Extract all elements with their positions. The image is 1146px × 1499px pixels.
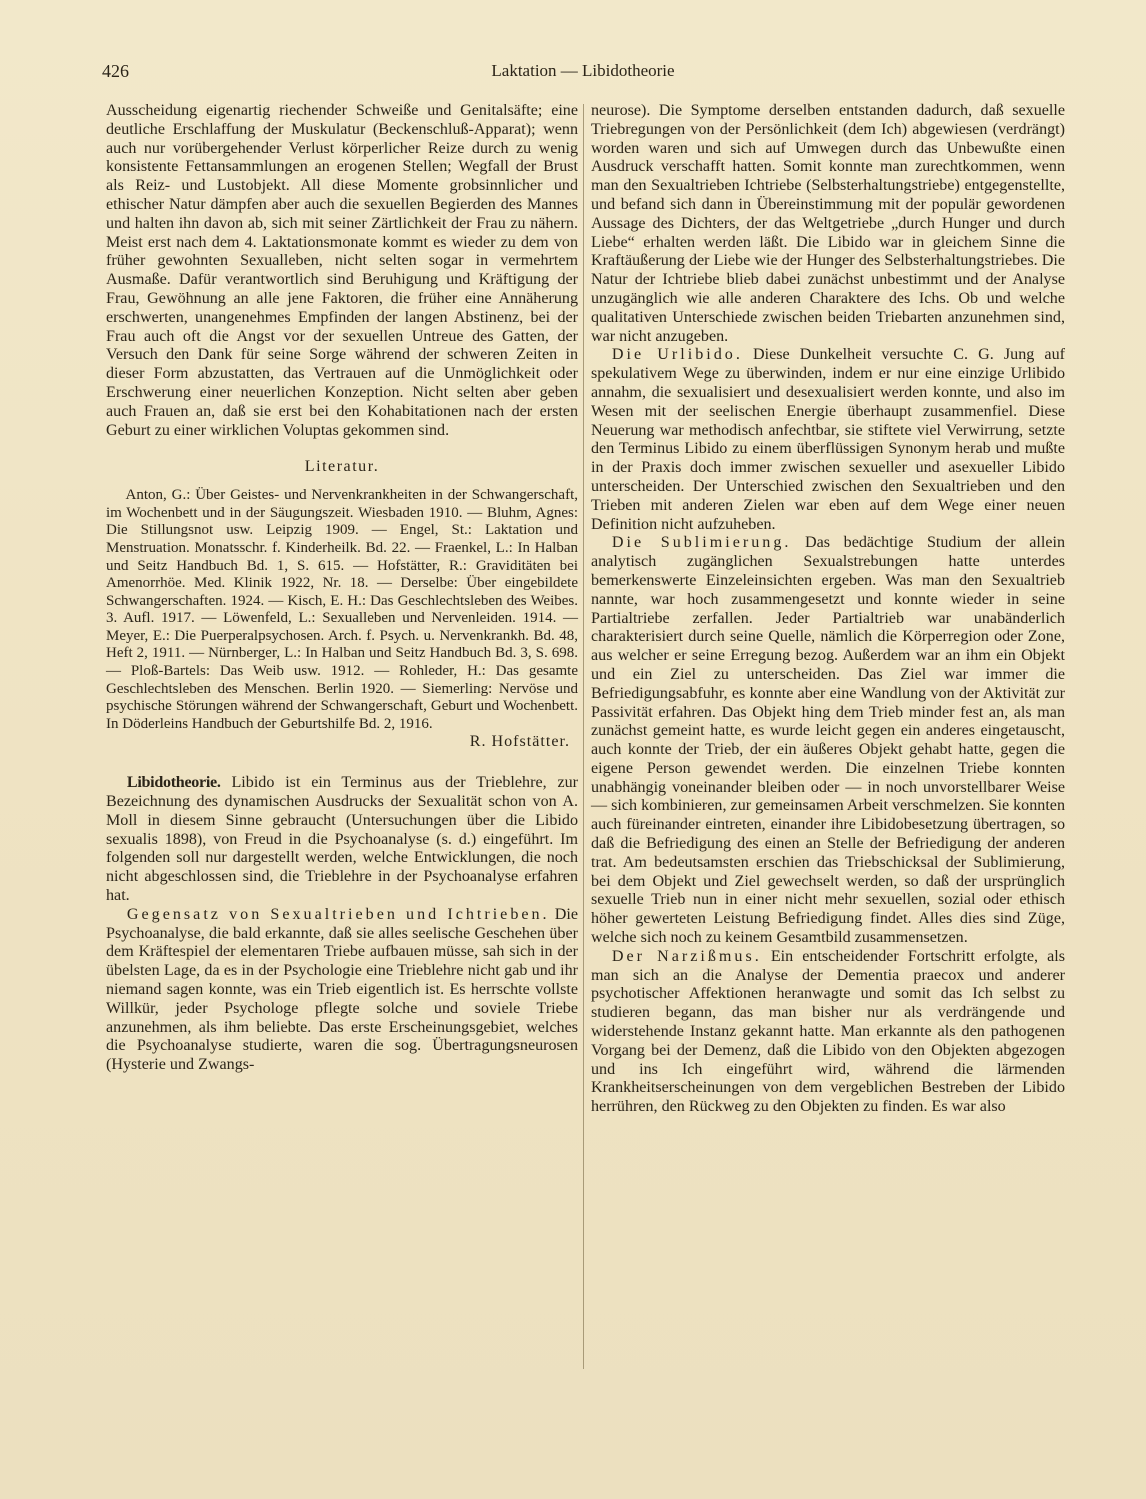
page-header	[102, 60, 1064, 88]
section-1-paragraph	[106, 906, 578, 1075]
entry-term: Libidotheorie.	[126, 774, 221, 792]
section-2-title: Die Urlibido.	[611, 346, 743, 364]
running-title: Laktation — Libidotheorie	[491, 61, 675, 80]
entry-paragraph	[106, 774, 578, 906]
column-divider	[583, 104, 584, 1369]
left-column	[106, 102, 578, 1075]
section-1-title: Gegensatz von Sexualtrieben und Ichtrieben.	[126, 905, 550, 923]
section-4-paragraph	[591, 948, 1065, 1117]
section-3-text: Das bedächtige Studium der allein analytisch zugänglichen Sexualstrebungen hatte unterdes bemerkenswerte Einzeleinsichten ergeben. Was man den Sexualtrieb nannte, war hoch zusammengesetzt und konnte wieder in seine Partialtriebe zerfallen. Jeder Partialtrieb war unabänderlich charakterisiert durch seine Quelle, nämlich die Körperregion oder Zone, aus welcher er seine Erregung bezog. Außerdem war an ihm ein Objekt und ein Ziel zu unterscheiden. Das Ziel war immer die Befriedigungsabfuhr, es konnte aber eine Wandlung von der Aktivität zur Passivität erfahren. Das Objekt hing dem Trieb minder fest an, als man zunächst gemeint hatte, es wurde leicht gegen ein anderes eingetauscht, auch konnte der Trieb, der ein äußeres Objekt gehabt hatte, gegen die eigene Person gewendet werden. Die einzelnen Triebe konnten unabhängig voneinander bleiben oder — in noch unvorstellbarer Weise — sich kombinieren, zur gemeinsamen Arbeit verschmelzen. Sie konnten auch füreinander eintreten, einander ihre Libidobesetzung übertragen, so daß die Befriedigung des einen an Stelle der Befriedigung der anderen trat. Am bedeutsamsten erschien das Triebschicksal der Sublimierung, bei dem Objekt und Ziel gewechselt werden, so daß der ursprünglich sexuelle Trieb nun in einer nicht mehr sexuellen, sozial oder ethisch höher gewerteten Leistung Befriedigung findet. Alles dies sind Züge, welche sich noch zu keinem Gesamtbild zusammensetzen.	[591, 534, 1065, 947]
entry-text: Libido ist ein Terminus aus der Trieblehre, zur Bezeichnung des dynamischen Ausdrucks der Sexualität schon von A. Moll in diesem Sinne gebraucht (Untersuchungen über die Libido sexualis 1898), von Freud in die Psychoanalyse (s. d.) eingeführt. Im folgenden soll nur dargestellt werden, welche Entwicklungen, die noch nicht abgeschlossen sind, die Trieblehre in der Psychoanalyse erfahren hat.	[106, 774, 578, 905]
literature-author: R. Hofstätter.	[469, 733, 570, 751]
section-3-title: Die Sublimierung.	[611, 534, 792, 552]
literature-heading: Literatur.	[304, 458, 380, 476]
section-4-text: Ein entscheidender Fortschritt erfolgte, als man sich an die Analyse der Dementia praecox und anderer psychotischer Affektionen heranwagte und somit das Ich selbst zu studieren begann, das man bisher nur als verdrängende und widerstehende Instanz gekannt hatte. Man erkannte als den pathogenen Vorgang bei der Demenz, daß die Libido von den Objekten abgezogen und ins Ich eingeführt wird, während die lärmenden Krankheitserscheinungen von dem vergeblichen Bestreben der Libido herrühren, den Rückweg zu den Objekten zu finden. Es war also	[591, 947, 1065, 1116]
right-column	[591, 102, 1065, 1117]
section-2-paragraph	[591, 346, 1065, 534]
section-3-paragraph	[591, 534, 1065, 948]
section-2-text: Diese Dunkelheit versuchte C. G. Jung auf spekulativem Wege zu überwinden, indem er nur eine einzige Urlibido annahm, die sexualisiert und desexualisiert werden konnte, und also im Wesen mit der seelischen Energie überhaupt zusammenfiel. Diese Neuerung war methodisch anfechtbar, sie stiftete viel Verwirrung, setzte den Terminus Libido zu einem überflüssigen Synonym herab und mußte in der Praxis doch immer zwischen sexueller und asexueller Libido unterscheiden. Der Unterschied zwischen den Sexualtrieben und den Trieben mit anderen Zielen war eben auf dem Wege einer neuen Definition nicht aufzuheben.	[591, 346, 1065, 533]
intro-paragraph: Ausscheidung eigenartig riechender Schweiße und Genitalsäfte; eine deutliche Erschlaffung der Muskulatur (Beckenschluß-Apparat); wenn auch nur vorübergehender Verlust körperlicher Reize durch zu wenig konsistente Fettansammlungen an erogenen Stellen; Wegfall der Brust als Reiz- und Lustobjekt. All diese Momente grobsinnlicher und ethischer Natur dämpfen aber auch die sexuellen Begierden des Mannes und halten ihn davon ab, sich mit seiner Zärtlichkeit der Frau zu nähern. Meist erst nach dem 4. Laktationsmonate kommt es wieder zu dem von früher gewohnten Sexualleben, nicht selten sogar in vermehrtem Ausmaße. Dafür verantwortlich sind Beruhigung und Kräftigung der Frau, Gewöhnung an alle jene Faktoren, die früher eine Annäherung erschwerten, unangenehmes Empfinden der langen Abstinenz, bei der Frau auch oft die Angst vor der sexuellen Untreue des Gatten, der Versuch den Dank für seine Sorge während der schweren Zeiten in dieser Form abzustatten, das Vertrauen auf die Unmöglichkeit oder Erschwerung einer neuerlichen Konzeption. Nicht selten aber geben auch Frauen an, daß sie erst bei den Kohabitationen nach der ersten Geburt zu einer wirklichen Voluptas gekommen sind.	[106, 102, 578, 439]
section-4-title: Der Narzißmus.	[611, 947, 762, 965]
page-number: 426	[102, 61, 129, 81]
continuation-paragraph: neurose). Die Symptome derselben entstanden dadurch, daß sexuelle Triebregungen von der Persönlichkeit (dem Ich) abgewiesen (verdrängt) worden waren und sich auf Umwegen durch das Unbewußte einen Ausdruck verschafft hatten. Somit konnte man zurechtkommen, wenn man den Sexualtrieben Ichtriebe (Selbsterhaltungstriebe) entgegenstellte, und befand sich dann in Übereinstimmung mit der populär gewordenen Aussage des Dichters, der das Weltgetriebe „durch Hunger und durch Liebe“ erhalten werden läßt. Die Libido war in gleichem Sinne die Kraftäußerung der Liebe wie der Hunger des Selbsterhaltungstriebes. Die Natur der Ichtriebe blieb dabei zunächst unbestimmt und der Analyse unzugänglich wie alle anderen Charaktere des Ichs. Ob und welche qualitativen Unterschiede zwischen beiden Triebarten anzunehmen sind, war nicht anzugeben.	[591, 102, 1065, 345]
literature-list: Anton, G.: Über Geistes- und Nervenkrankheiten in der Schwangerschaft, im Wochenbett und in der Säugungszeit. Wiesbaden 1910. — Bluhm, Agnes: Die Stillungsnot usw. Leipzig 1909. — Engel, St.: Laktation und Menstruation. Monatsschr. f. Kinderheilk. Bd. 22. — Fraenkel, L.: In Halban und Seitz Handbuch Bd. 1, S. 615. — Hofstätter, R.: Graviditäten bei Amenorrhöe. Med. Klinik 1922, Nr. 18. — Derselbe: Über eingebildete Schwangerschaften. 1924. — Kisch, E. H.: Das Geschlechtsleben des Weibes. 3. Aufl. 1917. — Löwenfeld, L.: Sexualleben und Nervenleiden. 1914. — Meyer, E.: Die Puerperalpsychosen. Arch. f. Psych. u. Nervenkrankh. Bd. 48, Heft 2, 1911. — Nürnberger, L.: In Halban und Seitz Handbuch Bd. 3, S. 698. — Ploß-Bartels: Das Weib usw. 1912. — Rohleder, H.: Das gesamte Geschlechtsleben des Menschen. Berlin 1920. — Siemerling: Nervöse und psychische Störungen während der Schwangerschaft, Geburt und Wochenbett. In Döderleins Handbuch der Geburtshilfe Bd. 2, 1916.	[106, 487, 578, 732]
section-1-text: Die Psychoanalyse, die bald erkannte, daß sie alles seelische Geschehen über dem Kräftespiel der elementaren Triebe aufbauen müsse, sah sich in der übelsten Lage, da es in der Psychologie eine Trieblehre nicht gab und ihr niemand sagen konnte, was ein Trieb eigentlich ist. Es herrschte vollste Willkür, jeder Psychologe pflegte solche und soviele Triebe anzunehmen, als ihm beliebte. Das erste Erscheinungsgebiet, welches die Psychoanalyse studierte, waren die sog. Übertragungsneurosen (Hysterie und Zwangs-	[106, 905, 578, 1074]
